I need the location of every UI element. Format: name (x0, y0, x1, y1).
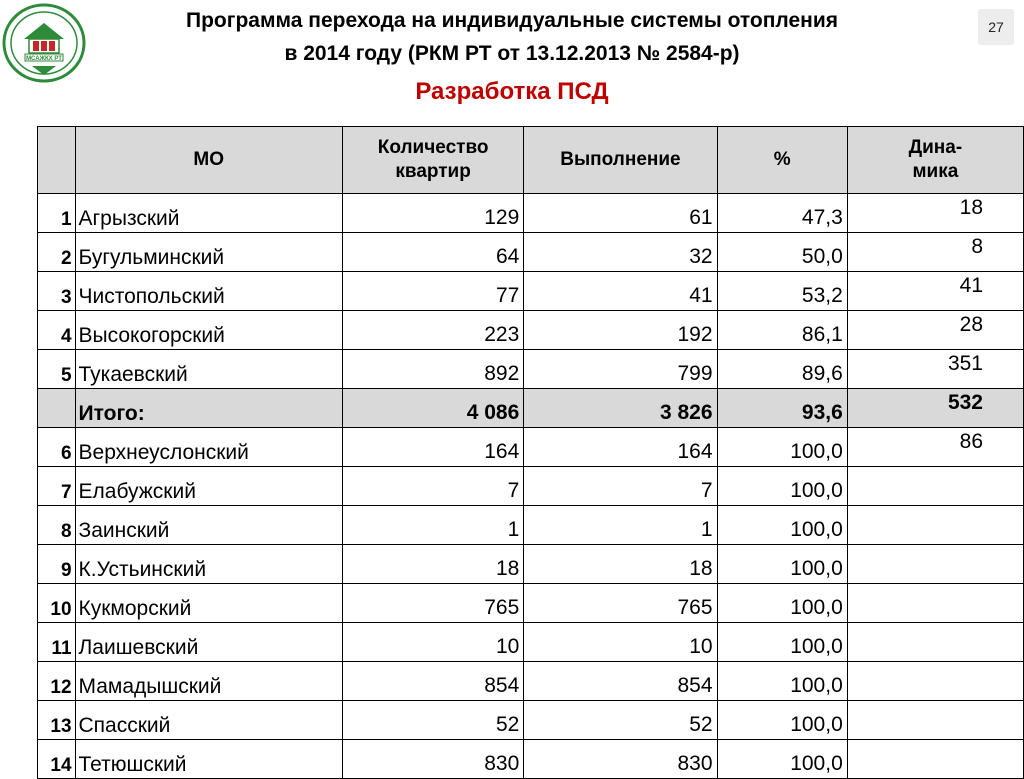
dyn-cell (847, 701, 1023, 740)
mo-name: К.Устьинский (75, 545, 342, 584)
column-header-done: Выполнение (524, 127, 717, 194)
dyn-header-line-2: мика (912, 161, 959, 182)
total-qty: 4 086 (342, 389, 523, 428)
mo-name: Тетюшский (75, 740, 342, 779)
pct-cell: 86,1 (717, 311, 847, 350)
pct-cell: 89,6 (717, 350, 847, 389)
row-number: 11 (38, 623, 76, 662)
dyn-cell: 28 (847, 311, 1023, 350)
dyn-cell: 18 (847, 194, 1023, 233)
mo-name: Верхнеуслонский (75, 428, 342, 467)
pct-cell: 100,0 (717, 701, 847, 740)
mo-name: Заинский (75, 506, 342, 545)
page-number: 27 (978, 9, 1014, 45)
done-cell: 7 (524, 467, 717, 506)
row-number: 1 (38, 194, 76, 233)
total-number-cell (38, 389, 76, 428)
column-header-pct: % (717, 127, 847, 194)
mo-name: Тукаевский (75, 350, 342, 389)
column-header-number (38, 127, 76, 194)
table-row (38, 662, 1024, 701)
pct-cell: 100,0 (717, 506, 847, 545)
qty-cell: 7 (342, 467, 523, 506)
dyn-cell (847, 623, 1023, 662)
mo-name: Бугульминский (75, 233, 342, 272)
table-row (38, 701, 1024, 740)
row-number: 9 (38, 545, 76, 584)
dyn-cell: 41 (847, 272, 1023, 311)
done-cell: 41 (524, 272, 717, 311)
row-number: 7 (38, 467, 76, 506)
qty-cell: 164 (342, 428, 523, 467)
column-header-mo: МО (75, 127, 342, 194)
done-cell: 18 (524, 545, 717, 584)
table-row (38, 311, 1024, 350)
qty-cell: 18 (342, 545, 523, 584)
table-row (38, 467, 1024, 506)
row-number: 8 (38, 506, 76, 545)
row-number: 2 (38, 233, 76, 272)
done-cell: 830 (524, 740, 717, 779)
pct-cell: 47,3 (717, 194, 847, 233)
heating-program-table (37, 126, 1024, 779)
done-cell: 765 (524, 584, 717, 623)
row-number: 10 (38, 584, 76, 623)
dyn-header-line-1: Дина- (908, 137, 963, 158)
dyn-cell (847, 662, 1023, 701)
house-emblem-icon (2, 3, 86, 83)
row-number: 4 (38, 311, 76, 350)
total-row (38, 389, 1024, 428)
done-cell: 1 (524, 506, 717, 545)
column-header-dyn (847, 127, 1023, 194)
total-done: 3 826 (524, 389, 717, 428)
pct-cell: 100,0 (717, 740, 847, 779)
logo-text: МСАЖКХ РТ (26, 56, 62, 62)
row-number: 13 (38, 701, 76, 740)
dyn-cell (847, 740, 1023, 779)
title-line-2: в 2014 году (РКМ РТ от 13.12.2013 № 2584-р) (284, 42, 740, 65)
done-cell: 854 (524, 662, 717, 701)
qty-cell: 64 (342, 233, 523, 272)
mo-name: Спасский (75, 701, 342, 740)
done-cell: 61 (524, 194, 717, 233)
pct-cell: 53,2 (717, 272, 847, 311)
done-cell: 32 (524, 233, 717, 272)
pct-cell: 100,0 (717, 662, 847, 701)
done-cell: 192 (524, 311, 717, 350)
dyn-cell (847, 467, 1023, 506)
qty-cell: 765 (342, 584, 523, 623)
mo-name: Высокогорский (75, 311, 342, 350)
table-row (38, 740, 1024, 779)
table-row (38, 194, 1024, 233)
qty-cell: 1 (342, 506, 523, 545)
dyn-cell (847, 584, 1023, 623)
slide-subtitle: Разработка ПСД (415, 78, 609, 105)
table-header-row (38, 127, 1024, 194)
table-row (38, 350, 1024, 389)
table-row (38, 272, 1024, 311)
pct-cell: 100,0 (717, 584, 847, 623)
title-line-1: Программа перехода на индивидуальные системы отопления (185, 9, 839, 32)
pct-cell: 100,0 (717, 623, 847, 662)
mo-name: Чистопольский (75, 272, 342, 311)
pct-cell: 100,0 (717, 467, 847, 506)
qty-cell: 77 (342, 272, 523, 311)
dyn-cell (847, 506, 1023, 545)
table-row (38, 545, 1024, 584)
qty-cell: 854 (342, 662, 523, 701)
qty-cell: 223 (342, 311, 523, 350)
row-number: 5 (38, 350, 76, 389)
row-number: 12 (38, 662, 76, 701)
mo-name: Елабужский (75, 467, 342, 506)
dyn-cell: 351 (847, 350, 1023, 389)
table-row (38, 233, 1024, 272)
table-row (38, 623, 1024, 662)
mo-name: Лаишевский (75, 623, 342, 662)
mo-name: Кукморский (75, 584, 342, 623)
done-cell: 164 (524, 428, 717, 467)
ministry-logo (2, 3, 86, 83)
qty-header-line-2: квартир (395, 161, 471, 182)
table-row (38, 584, 1024, 623)
pct-cell: 100,0 (717, 545, 847, 584)
total-dyn: 532 (847, 389, 1023, 428)
dyn-cell (847, 545, 1023, 584)
done-cell: 799 (524, 350, 717, 389)
qty-cell: 129 (342, 194, 523, 233)
pct-cell: 50,0 (717, 233, 847, 272)
row-number: 14 (38, 740, 76, 779)
mo-name: Мамадышский (75, 662, 342, 701)
total-pct: 93,6 (717, 389, 847, 428)
qty-cell: 830 (342, 740, 523, 779)
qty-cell: 10 (342, 623, 523, 662)
qty-header-line-1: Количество (377, 137, 489, 158)
total-label: Итого: (75, 389, 342, 428)
dyn-cell: 8 (847, 233, 1023, 272)
column-header-qty (342, 127, 523, 194)
row-number: 6 (38, 428, 76, 467)
table-row (38, 506, 1024, 545)
done-cell: 52 (524, 701, 717, 740)
table-row (38, 428, 1024, 467)
dyn-cell: 86 (847, 428, 1023, 467)
qty-cell: 52 (342, 701, 523, 740)
mo-name: Агрызский (75, 194, 342, 233)
qty-cell: 892 (342, 350, 523, 389)
pct-cell: 100,0 (717, 428, 847, 467)
done-cell: 10 (524, 623, 717, 662)
row-number: 3 (38, 272, 76, 311)
